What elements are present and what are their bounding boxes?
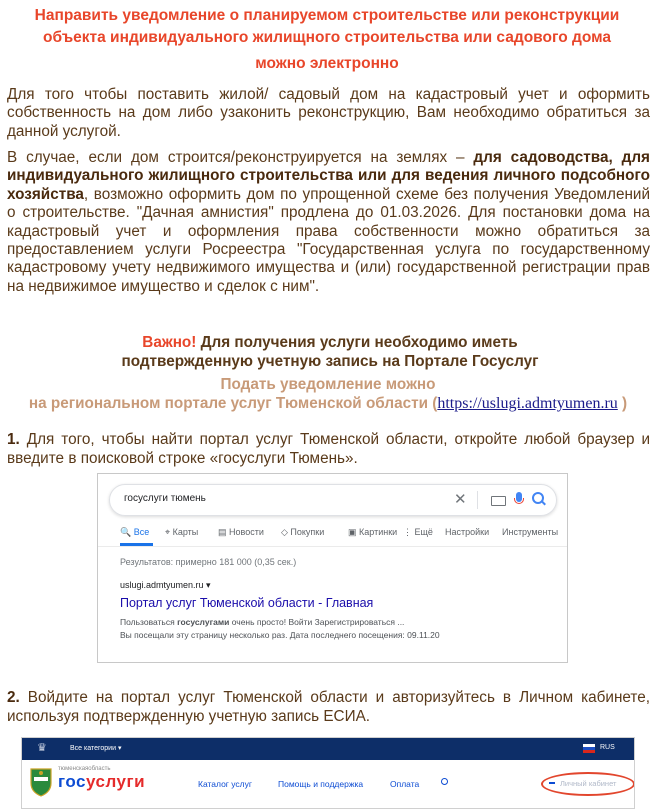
tab-maps[interactable]: ⌖ Карты: [165, 527, 199, 537]
title-line-1: Направить уведомление о планируемом строительстве или реконструкции: [34, 7, 620, 24]
title-line-2: объекта индивидуального жилищного строительства или садового дома: [43, 29, 611, 46]
amnesty-paragraph: В случае, если дом строится/реконструируется на землях – для садоводства, для индивидуального жилищного строительства или для ведения личного подсобного хозяйства, возможно оформить дом по упрощенной схеме без получения Уведомлений о строительстве. "Дачная амнистия" продлена до 01.03.2026. Для постановки дома на кадастровый учет и оформления права собственности можно обратиться за предоставлением услуги Росреестра "Государственная услуга по государственному кадастровому учету недвижимого имущества и (или) государственной регистрации прав на недвижимое имущество и сделок с ним".: [7, 149, 650, 295]
google-search-screenshot: [97, 473, 568, 663]
region-label: тюменскаяобласть: [58, 766, 111, 772]
intro-paragraph: Для того чтобы поставить жилой/ садовый дом на кадастровый учет и оформить собственность на дом либо узаконить реконструкцию, Вам необходимо обратиться за данной услугой.: [7, 86, 650, 140]
tab-shopping[interactable]: ◇ Покупки: [281, 527, 325, 537]
tyumen-coat-of-arms-icon: [28, 765, 54, 797]
all-categories-menu[interactable]: Все категории ▾: [70, 745, 122, 752]
gosuslugi-screenshot: [21, 737, 635, 809]
tab-news[interactable]: ▤ Новости: [218, 527, 264, 537]
submit-notice: Подать уведомление можно на региональном портале услуг Тюменской области (https://uslugi.admtyumen.ru ): [28, 376, 628, 412]
tab-all[interactable]: 🔍 Все: [120, 527, 150, 537]
step-2: 2. Войдите на портал услуг Тюменской области и авторизуйтесь в Личном кабинете, используя подтвержденную учетную запись ЕСИА.: [7, 689, 650, 725]
result-site: uslugi.admtyumen.ru ▾: [120, 580, 211, 590]
google-search-box[interactable]: [109, 484, 557, 516]
key-icon: [549, 782, 555, 784]
page-title: [12, 5, 642, 75]
nav-payment[interactable]: Оплата: [390, 779, 420, 789]
tab-images[interactable]: ▣ Картинки: [348, 527, 398, 537]
gosuslugi-logo[interactable]: госуслуги: [58, 772, 146, 791]
clear-icon[interactable]: ✕: [454, 491, 467, 508]
results-count: Результатов: примерно 181 000 (0,35 сек.): [120, 557, 297, 567]
search-icon[interactable]: [441, 778, 448, 785]
title-line-3: можно электронно: [255, 55, 399, 72]
nav-catalog[interactable]: Каталог услуг: [198, 779, 252, 789]
emblem-icon: ♛: [37, 742, 47, 754]
tab-more[interactable]: ⋮ Ещё: [403, 527, 433, 537]
tab-tools[interactable]: Инструменты: [502, 527, 559, 537]
keyboard-icon[interactable]: [491, 496, 506, 506]
language-switch[interactable]: RUS: [600, 744, 615, 751]
search-query: госуслуги тюмень: [124, 493, 206, 504]
important-label: Важно!: [142, 334, 197, 351]
russian-flag-icon: [583, 744, 595, 753]
portal-link[interactable]: https://uslugi.admtyumen.ru: [437, 395, 618, 412]
result-title-link[interactable]: Портал услуг Тюменской области - Главная: [120, 596, 374, 610]
important-notice: Важно! Для получения услуги необходимо иметь подтвержденную учетную запись на Портале Госуслуг: [121, 334, 539, 370]
step-1: 1. Для того, чтобы найти портал услуг Тюменской области, откройте любой браузер и введите в поисковой строке «госуслуги Тюмень».: [7, 431, 650, 467]
nav-help[interactable]: Помощь и поддержка: [278, 779, 364, 789]
result-snippet: Пользоваться госуслугами очень просто! Войти Зарегистрироваться ... Вы посещали эту страницу несколько раз. Дата последнего посещения: 09.11.20: [120, 617, 440, 640]
personal-cabinet-button[interactable]: Личный кабинет: [541, 772, 635, 796]
land-types-bold: для садоводства, для индивидуального жилищного строительства или для ведения личного подсобного хозяйства: [7, 149, 650, 203]
tab-settings[interactable]: Настройки: [445, 527, 490, 537]
